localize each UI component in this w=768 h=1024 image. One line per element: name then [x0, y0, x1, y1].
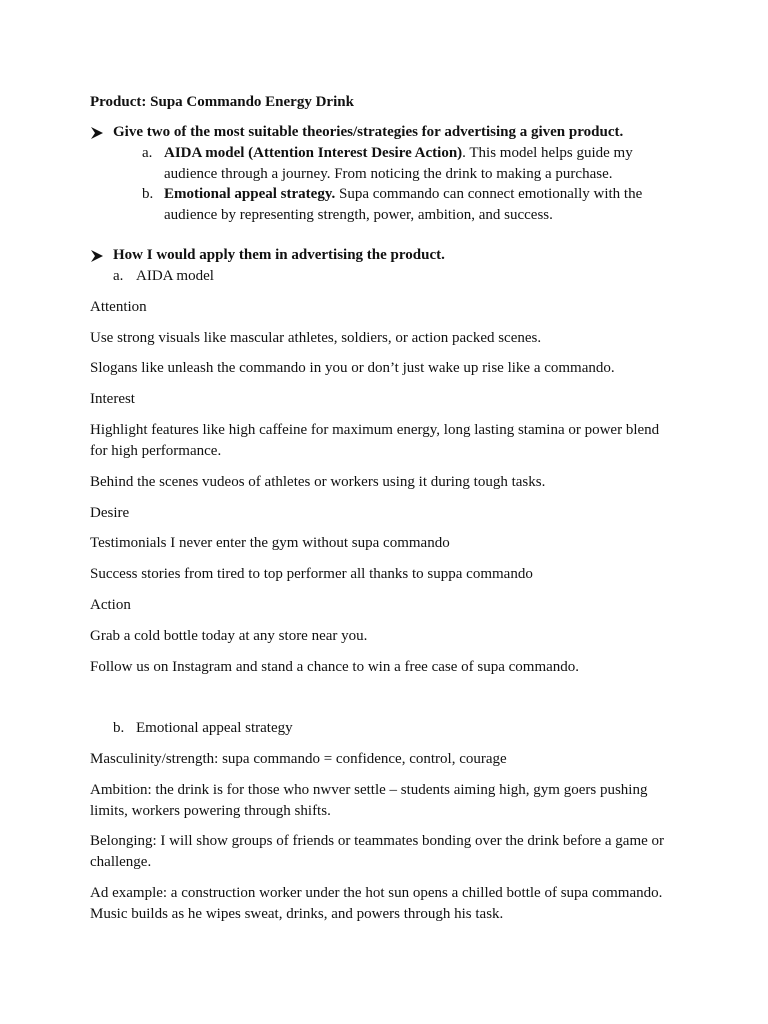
list-item-text: Supa commando can connect emotionally with the	[335, 186, 643, 202]
list-marker: b.	[142, 186, 154, 202]
list-item-lead: AIDA model (Attention Interest Desire Action)	[164, 145, 463, 161]
paragraph: Masculinity/strength: supa commando = confidence, control, courage	[90, 751, 507, 767]
question-1: Give two of the most suitable theories/strategies for advertising a given product.	[113, 124, 624, 140]
paragraph: Follow us on Instagram and stand a chance to win a free case of supa commando.	[90, 659, 580, 675]
paragraph-line: challenge.	[90, 854, 152, 870]
list-item-emotional-line2: audience by representing strength, power, ambition, and success.	[164, 207, 553, 223]
heading-attention: Attention	[90, 299, 147, 315]
section-label-emotional: Emotional appeal strategy	[136, 720, 293, 736]
paragraph: Grab a cold bottle today at any store near you.	[90, 628, 368, 644]
list-item-aida-line1	[164, 143, 754, 164]
paragraph-line: for high performance.	[90, 443, 222, 459]
list-item-emotional-line1	[164, 184, 754, 205]
list-item-lead: Emotional appeal strategy.	[164, 186, 336, 202]
paragraph: Success stories from tired to top performer all thanks to suppa commando	[90, 566, 533, 582]
paragraph: Use strong visuals like mascular athletes, soldiers, or action packed scenes.	[90, 330, 542, 346]
heading-interest: Interest	[90, 391, 135, 407]
paragraph-line: Ad example: a construction worker under the hot sun opens a chilled bottle of supa commando.	[90, 885, 663, 901]
list-item-aida-line2: audience through a journey. From noticing the drink to making a purchase.	[164, 166, 613, 182]
list-marker: a.	[142, 145, 153, 161]
list-marker: b.	[113, 720, 125, 736]
question-2: How I would apply them in advertising the product.	[113, 247, 445, 263]
arrow-bullet-icon	[90, 249, 104, 263]
paragraph: Testimonials I never enter the gym without supa commando	[90, 535, 450, 551]
paragraph-line: Belonging: I will show groups of friends or teammates bonding over the drink before a game or	[90, 833, 665, 849]
paragraph-line: limits, workers powering through shifts.	[90, 803, 331, 819]
arrow-bullet-icon	[90, 126, 104, 140]
paragraph: Slogans like unleash the commando in you or don’t just wake up rise like a commando.	[90, 360, 615, 376]
paragraph-line: Highlight features like high caffeine for maximum energy, long lasting stamina or power blend	[90, 422, 660, 438]
section-label-aida: AIDA model	[136, 268, 214, 284]
heading-desire: Desire	[90, 505, 130, 521]
heading-action: Action	[90, 597, 131, 613]
list-marker: a.	[113, 268, 124, 284]
paragraph-line: Music builds as he wipes sweat, drinks, and powers through his task.	[90, 906, 504, 922]
document-title: Product: Supa Commando Energy Drink	[90, 94, 354, 110]
paragraph: Behind the scenes vudeos of athletes or workers using it during tough tasks.	[90, 474, 546, 490]
paragraph-line: Ambition: the drink is for those who nwver settle – students aiming high, gym goers pushing	[90, 782, 648, 798]
list-item-text: . This model helps guide my	[462, 145, 633, 161]
